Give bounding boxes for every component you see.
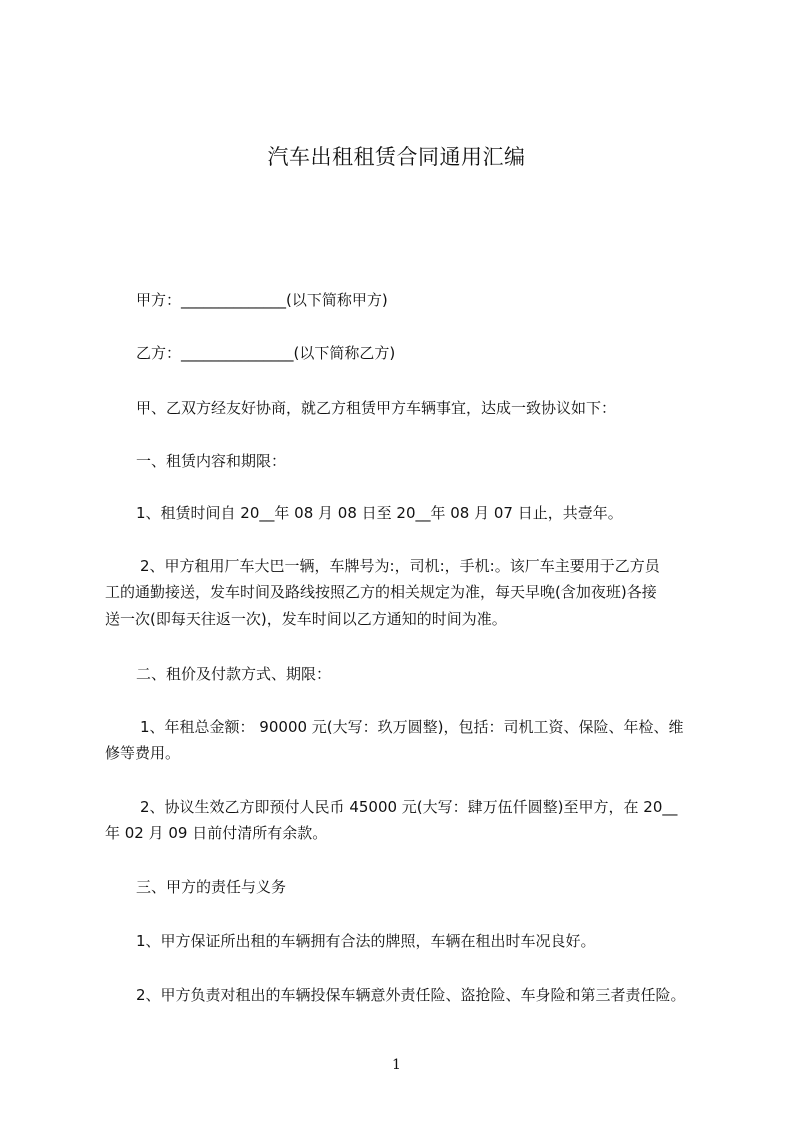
paragraph-line: 1、年租总金额： 90000 元(大写：玖万圆整)，包括：司机工资、保险、年检、维 bbox=[140, 718, 684, 736]
paragraph-line: 1、甲方保证所出租的车辆拥有合法的牌照，车辆在租出时车况良好。 bbox=[136, 932, 596, 950]
paragraph-line: 乙方：_______________(以下简称乙方) bbox=[136, 344, 396, 362]
paragraph-line: 送一次(即每天往返一次)，发车时间以乙方通知的时间为准。 bbox=[105, 610, 507, 628]
section-heading: 一、租赁内容和期限： bbox=[136, 452, 287, 470]
paragraph-line: 2、甲方负责对租出的车辆投保车辆意外责任险、盗抢险、车身险和第三者责任险。 bbox=[136, 986, 686, 1004]
paragraph-line: 甲方：______________(以下简称甲方) bbox=[136, 291, 388, 309]
paragraph-line: 修等费用。 bbox=[105, 744, 181, 762]
paragraph-line: 甲、乙双方经友好协商，就乙方租赁甲方车辆事宜，达成一致协议如下： bbox=[136, 399, 617, 417]
page-number: 1 bbox=[392, 1057, 401, 1073]
document-title: 汽车出租租赁合同通用汇编 bbox=[267, 145, 526, 169]
paragraph-line: 1、租赁时间自 20__年 08 月 08 日至 20__年 08 月 07 日止，共壹年。 bbox=[136, 504, 623, 522]
paragraph-line: 年 02 月 09 日前付清所有余款。 bbox=[105, 824, 328, 842]
paragraph-line: 工的通勤接送，发车时间及路线按照乙方的相关规定为准，每天早晚(含加夜班)各接 bbox=[105, 583, 657, 601]
paragraph-line: 2、甲方租用厂车大巴一辆，车牌号为:，司机:，手机:。该厂车主要用于乙方员 bbox=[140, 557, 660, 575]
paragraph-line: 2、协议生效乙方即预付人民币 45000 元(大写：肆万伍仟圆整)至甲方，在 20__ bbox=[140, 798, 678, 816]
section-heading: 二、租价及付款方式、期限： bbox=[136, 665, 332, 683]
section-heading: 三、甲方的责任与义务 bbox=[136, 878, 287, 896]
